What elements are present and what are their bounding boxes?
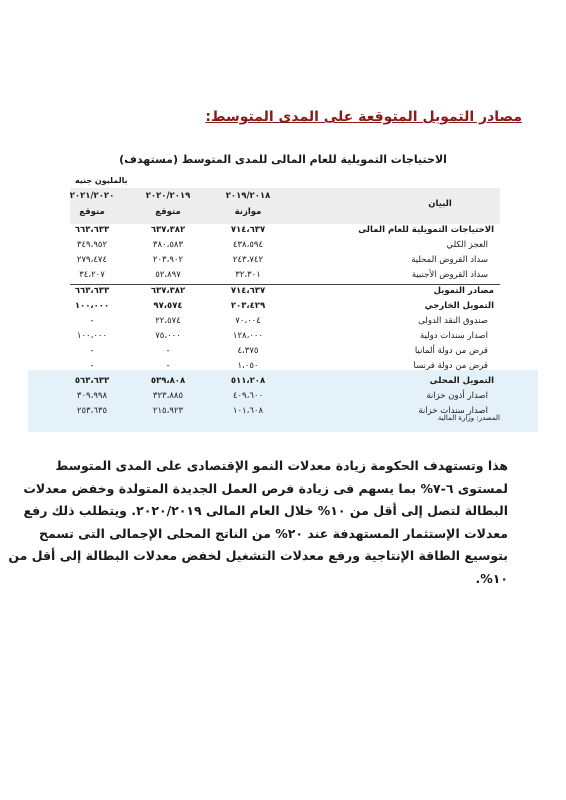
row-label: التمويل الخارجي <box>424 301 494 311</box>
row-value-v1: ٧١٤،٦٣٧ <box>230 225 266 235</box>
table-row <box>70 269 500 284</box>
row-label: اصدار أذون خزانة <box>426 391 488 401</box>
row-value-v2: ٦٣٧،٣٨٢ <box>150 225 186 235</box>
row-value-v1: ١٠١،٦٠٨ <box>232 406 264 416</box>
row-value-v3: ٣٤،٢٠٧ <box>79 270 105 280</box>
table-row <box>70 254 500 269</box>
row-value-v3: - <box>90 361 94 371</box>
header-col3-year: ٢٠٢١/٢٠٢٠ <box>69 191 115 201</box>
section-title: مصادر التمويل المتوقعة على المدى المتوسط: <box>205 109 522 125</box>
table-title: الاحتياجات التمويلية للعام المالى للمدى المتوسط (مستهدف) <box>119 153 447 166</box>
row-value-v2: ٦٣٧،٣٨٢ <box>150 286 186 296</box>
row-value-v3: ٥٦٣،٦٣٣ <box>74 376 110 386</box>
source-note: المصدر: وزارة المالية <box>437 414 500 422</box>
row-value-v1: ٤،٣٧٥ <box>237 346 259 356</box>
row-value-v2: - <box>166 346 170 356</box>
paragraph-line: لمستوى ٦-٧% بما يسهم فى زيادة فرص العمل الجديدة المتولدة وخفض معدلات <box>23 480 508 496</box>
header-col1-year: ٢٠١٩/٢٠١٨ <box>225 191 271 201</box>
row-value-v3: ٣٠٩،٩٩٨ <box>76 391 108 401</box>
row-value-v1: ٥١١،٢٠٨ <box>230 376 266 386</box>
row-value-v3: ٢٧٩،٤٧٤ <box>76 255 108 265</box>
row-value-v1: ٧١٤،٦٣٧ <box>230 286 266 296</box>
header-col3-type: متوقع <box>79 207 105 217</box>
row-label: التمويل المحلى <box>429 376 494 386</box>
row-value-v1: ٢٠٣،٤٢٩ <box>230 301 266 311</box>
header-col1-type: موازنة <box>234 207 262 217</box>
row-value-v1: ١٢٨،٠٠٠ <box>232 331 264 341</box>
table-row <box>70 360 500 375</box>
row-label: مصادر التمويل <box>433 286 494 296</box>
header-col2-year: ٢٠٢٠/٢٠١٩ <box>145 191 191 201</box>
table-row <box>70 330 500 345</box>
table-row <box>70 224 500 239</box>
row-value-v2: ٥٢،٨٩٧ <box>155 270 181 280</box>
row-value-v2: ٢٠٣،٩٠٢ <box>152 255 184 265</box>
row-value-v1: ٤٠٩،٦٠٠ <box>232 391 264 401</box>
row-value-v3: ٦٦٣،٦٣٣ <box>74 225 110 235</box>
paragraph-line: معدلات الإستثمار المستهدفة عند ٢٠% من الناتج المحلى الإجمالى التى تسمح <box>39 525 508 541</box>
row-value-v1: ١،٠٥٠ <box>237 361 259 371</box>
table-row <box>70 239 500 254</box>
row-value-v2: ٢٢،٥٧٤ <box>155 316 181 326</box>
row-value-v1: ٧٠،٠٠٤ <box>235 316 261 326</box>
table-header <box>70 188 500 224</box>
row-value-v3: ٢٥٣،٦٣٥ <box>76 406 108 416</box>
table-row <box>70 390 500 405</box>
table-row <box>70 300 500 315</box>
row-label: الاحتياجات التمويلية للعام المالى <box>358 225 494 235</box>
unit-label: بالمليون جنيه <box>75 176 128 185</box>
row-label: سداد القروض المحلية <box>411 255 488 265</box>
row-value-v1: ٤٣٨،٥٩٤ <box>232 240 264 250</box>
row-label: اصدار سندات دولية <box>419 331 488 341</box>
row-value-v3: ٦٦٣،٦٣٣ <box>74 286 110 296</box>
header-item: البيان <box>428 199 452 209</box>
row-label: قرض من دولة فرنسا <box>413 361 488 371</box>
table-row <box>70 405 500 420</box>
table-row <box>70 315 500 330</box>
paragraph-line: بتوسيع الطاقة الإنتاجية ورفع معدلات التشغيل لخفض معدلات البطالة إلى أقل من <box>8 548 508 563</box>
row-value-v3: ١٠٠،٠٠٠ <box>76 331 108 341</box>
header-col2-type: متوقع <box>155 207 181 217</box>
row-label: صندوق النقد الدولى <box>418 316 488 326</box>
table-row <box>70 345 500 360</box>
row-value-v1: ٢٤٣،٧٤٢ <box>232 255 264 265</box>
row-value-v3: - <box>90 316 94 326</box>
row-value-v2: ٩٧،٥٧٤ <box>153 301 183 311</box>
row-value-v1: ٣٢،٣٠١ <box>235 270 261 280</box>
financing-table <box>70 188 500 420</box>
row-value-v2: ٣٨٠،٥٨٣ <box>152 240 184 250</box>
table-row <box>70 284 500 300</box>
row-label: اصدار سندات خزانة <box>418 406 488 416</box>
row-value-v2: - <box>166 361 170 371</box>
row-value-v3: ٣٤٩،٩٥٢ <box>76 240 108 250</box>
row-label: العجز الكلي <box>446 240 488 250</box>
paragraph-line: ١٠%. <box>475 570 508 586</box>
body-paragraph <box>8 455 508 590</box>
table-row <box>70 375 500 390</box>
row-value-v2: ٢١٥،٩٢٣ <box>152 406 184 416</box>
row-value-v2: ٥٣٩،٨٠٨ <box>150 376 186 386</box>
row-value-v2: ٧٥،٠٠٠ <box>155 331 181 341</box>
table-body <box>70 224 500 420</box>
row-value-v3: - <box>90 346 94 356</box>
row-value-v3: ١٠٠،٠٠٠ <box>74 301 110 311</box>
row-value-v2: ٣٢٣،٨٨٥ <box>152 391 184 401</box>
paragraph-line: هذا وتستهدف الحكومة زيادة معدلات النمو الإقتصادى على المدى المتوسط <box>55 458 508 473</box>
row-label: قرض من دولة ألمانيا <box>414 346 488 356</box>
row-label: سداد القروض الأجنبية <box>411 270 488 280</box>
paragraph-line: البطالة لتصل إلى أقل من ١٠% خلال العام المالى ٢٠٢٠/٢٠١٩. ويتطلب ذلك رفع <box>23 503 508 518</box>
